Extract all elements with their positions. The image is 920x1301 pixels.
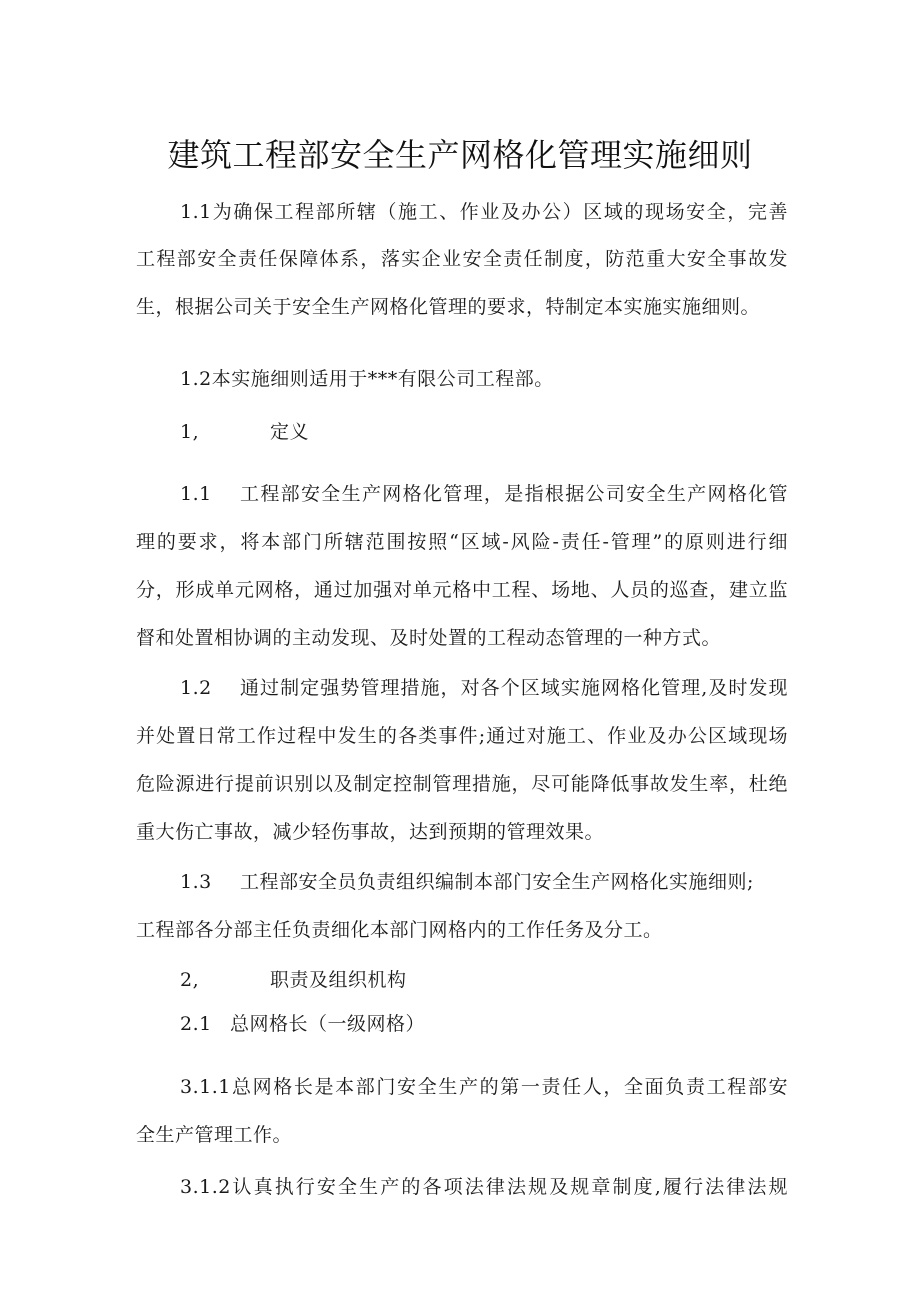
paragraph-line: 3.1.2认真执行安全生产的各项法律法规及规章制度,履行法律法规 [180, 1176, 788, 1198]
paragraph-line: 1.2本实施细则适用于***有限公司工程部。 [180, 368, 554, 390]
paragraph-line: 重大伤亡事故，减少轻伤事故，达到预期的管理效果。 [136, 821, 605, 843]
clause-number: 1.2 [180, 677, 212, 699]
paragraph-line: 工程部安全生产网格化管理，是指根据公司安全生产网格化管 [240, 483, 788, 505]
paragraph-line: 1.1为确保工程部所辖（施工、作业及办公）区域的现场安全，完善 [180, 201, 788, 223]
clause-number: 1.1 [180, 483, 212, 505]
paragraph-line: 生，根据公司关于安全生产网格化管理的要求，特制定本实施实施细则。 [136, 296, 761, 318]
paragraph-line: 督和处置相协调的主动发现、及时处置的工程动态管理的一种方式。 [136, 627, 722, 649]
clause-number: 1.3 [180, 871, 212, 893]
paragraph-line: 理的要求，将本部门所辖范围按照“区域-风险-责任-管理”的原则进行细 [136, 531, 788, 553]
section-number: 1, [180, 421, 200, 443]
section-number: 2, [180, 969, 200, 991]
paragraph-line: 分，形成单元网格，通过加强对单元格中工程、场地、人员的巡查，建立监 [136, 579, 788, 601]
paragraph-line: 工程部安全责任保障体系，落实企业安全责任制度，防范重大安全事故发 [136, 248, 788, 270]
paragraph-line: 工程部安全员负责组织编制本部门安全生产网格化实施细则; [240, 871, 754, 893]
document-title: 建筑工程部安全生产网格化管理实施细则 [167, 136, 753, 174]
paragraph-line: 全生产管理工作。 [136, 1124, 293, 1146]
section-title: 职责及组织机构 [270, 969, 407, 991]
paragraph-line: 3.1.1总网格长是本部门安全生产的第一责任人，全面负责工程部安 [180, 1076, 788, 1098]
subsection-title: 总网格长（一级网格） [230, 1013, 426, 1035]
clause-number: 2.1 [180, 1013, 212, 1035]
paragraph-line: 工程部各分部主任负责细化本部门网格内的工作任务及分工。 [136, 919, 663, 941]
section-title: 定义 [270, 421, 310, 443]
paragraph-line: 并处置日常工作过程中发生的各类事件;通过对施工、作业及办公区域现场 [136, 725, 788, 747]
paragraph-line: 危险源进行提前识别以及制定控制管理措施，尽可能降低事故发生率，杜绝 [136, 773, 788, 795]
paragraph-line: 通过制定强势管理措施，对各个区域实施网格化管理,及时发现 [240, 677, 788, 699]
